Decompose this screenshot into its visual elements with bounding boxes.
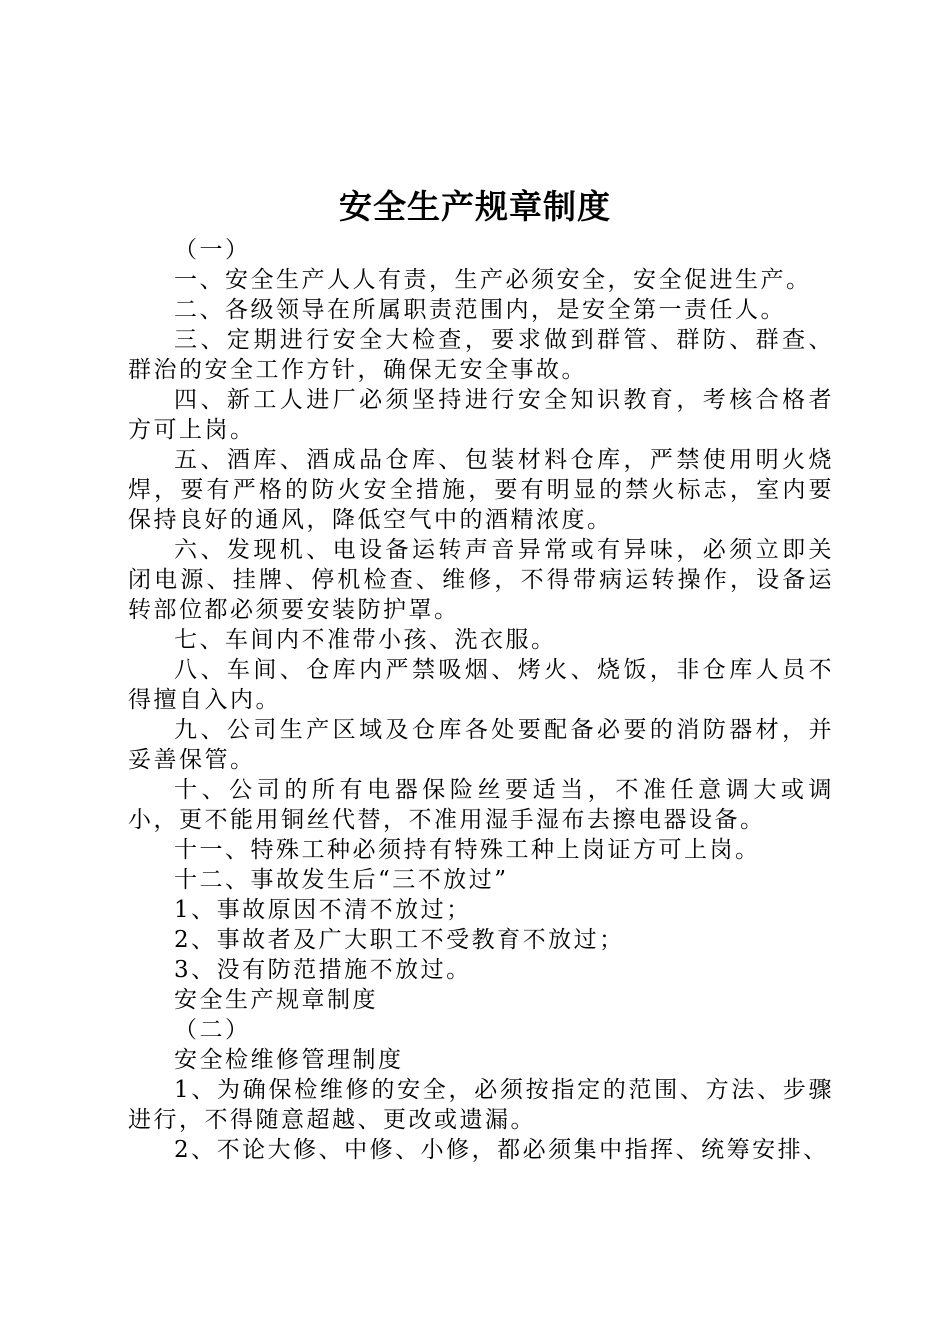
paragraph-5: 四、新工人进厂必须坚持进行安全知识教育，考核合格者方可上岗。 — [128, 387, 834, 443]
paragraph-20: 1、为确保检维修的安全，必须按指定的范围、方法、步骤进行，不得随意超越、更改或遗漏。 — [128, 1077, 834, 1133]
paragraph-7: 六、发现机、电设备运转声音异常或有异味，必须立即关闭电源、挂牌、停机检查、维修，不得带病运转操作，设备运转部位都必须要安装防护罩。 — [128, 537, 834, 623]
paragraph-1: （一） — [174, 237, 251, 263]
paragraph-14: 1、事故原因不清不放过； — [174, 897, 472, 923]
paragraph-10: 九、公司生产区域及仓库各处要配备必要的消防器材，并妥善保管。 — [128, 717, 834, 773]
paragraph-21: 2、不论大修、中修、小修，都必须集中指挥、统筹安排、 — [174, 1137, 829, 1163]
paragraph-12: 十一、特殊工种必须持有特殊工种上岗证方可上岗。 — [174, 837, 761, 863]
paragraph-15: 2、事故者及广大职工不受教育不放过； — [174, 927, 625, 953]
paragraph-6: 五、酒库、酒成品仓库、包装材料仓库，严禁使用明火烧焊，要有严格的防火安全措施，要有明显的禁火标志，室内要保持良好的通风，降低空气中的酒精浓度。 — [128, 447, 834, 533]
document-title: 安全生产规章制度 — [339, 187, 611, 226]
paragraph-9: 八、车间、仓库内严禁吸烟、烤火、烧饭，非仓库人员不得擅自入内。 — [128, 657, 834, 713]
paragraph-11: 十、公司的所有电器保险丝要适当，不准任意调大或调小，更不能用铜丝代替，不准用湿手湿布去擦电器设备。 — [128, 777, 834, 833]
paragraph-19: 安全检维修管理制度 — [174, 1047, 404, 1073]
document-body — [128, 235, 834, 1165]
paragraph-17: 安全生产规章制度 — [174, 987, 378, 1013]
paragraph-13: 十二、事故发生后“三不放过” — [174, 867, 509, 893]
paragraph-16: 3、没有防范措施不放过。 — [174, 957, 472, 983]
paragraph-8: 七、车间内不准带小孩、洗衣服。 — [174, 627, 557, 653]
paragraph-4: 三、定期进行安全大检查，要求做到群管、群防、群查、群治的安全工作方针，确保无安全事故。 — [128, 327, 834, 383]
paragraph-3: 二、各级领导在所属职责范围内，是安全第一责任人。 — [174, 297, 786, 323]
paragraph-18: （二） — [174, 1017, 251, 1043]
paragraph-2: 一、安全生产人人有责，生产必须安全，安全促进生产。 — [174, 267, 812, 293]
